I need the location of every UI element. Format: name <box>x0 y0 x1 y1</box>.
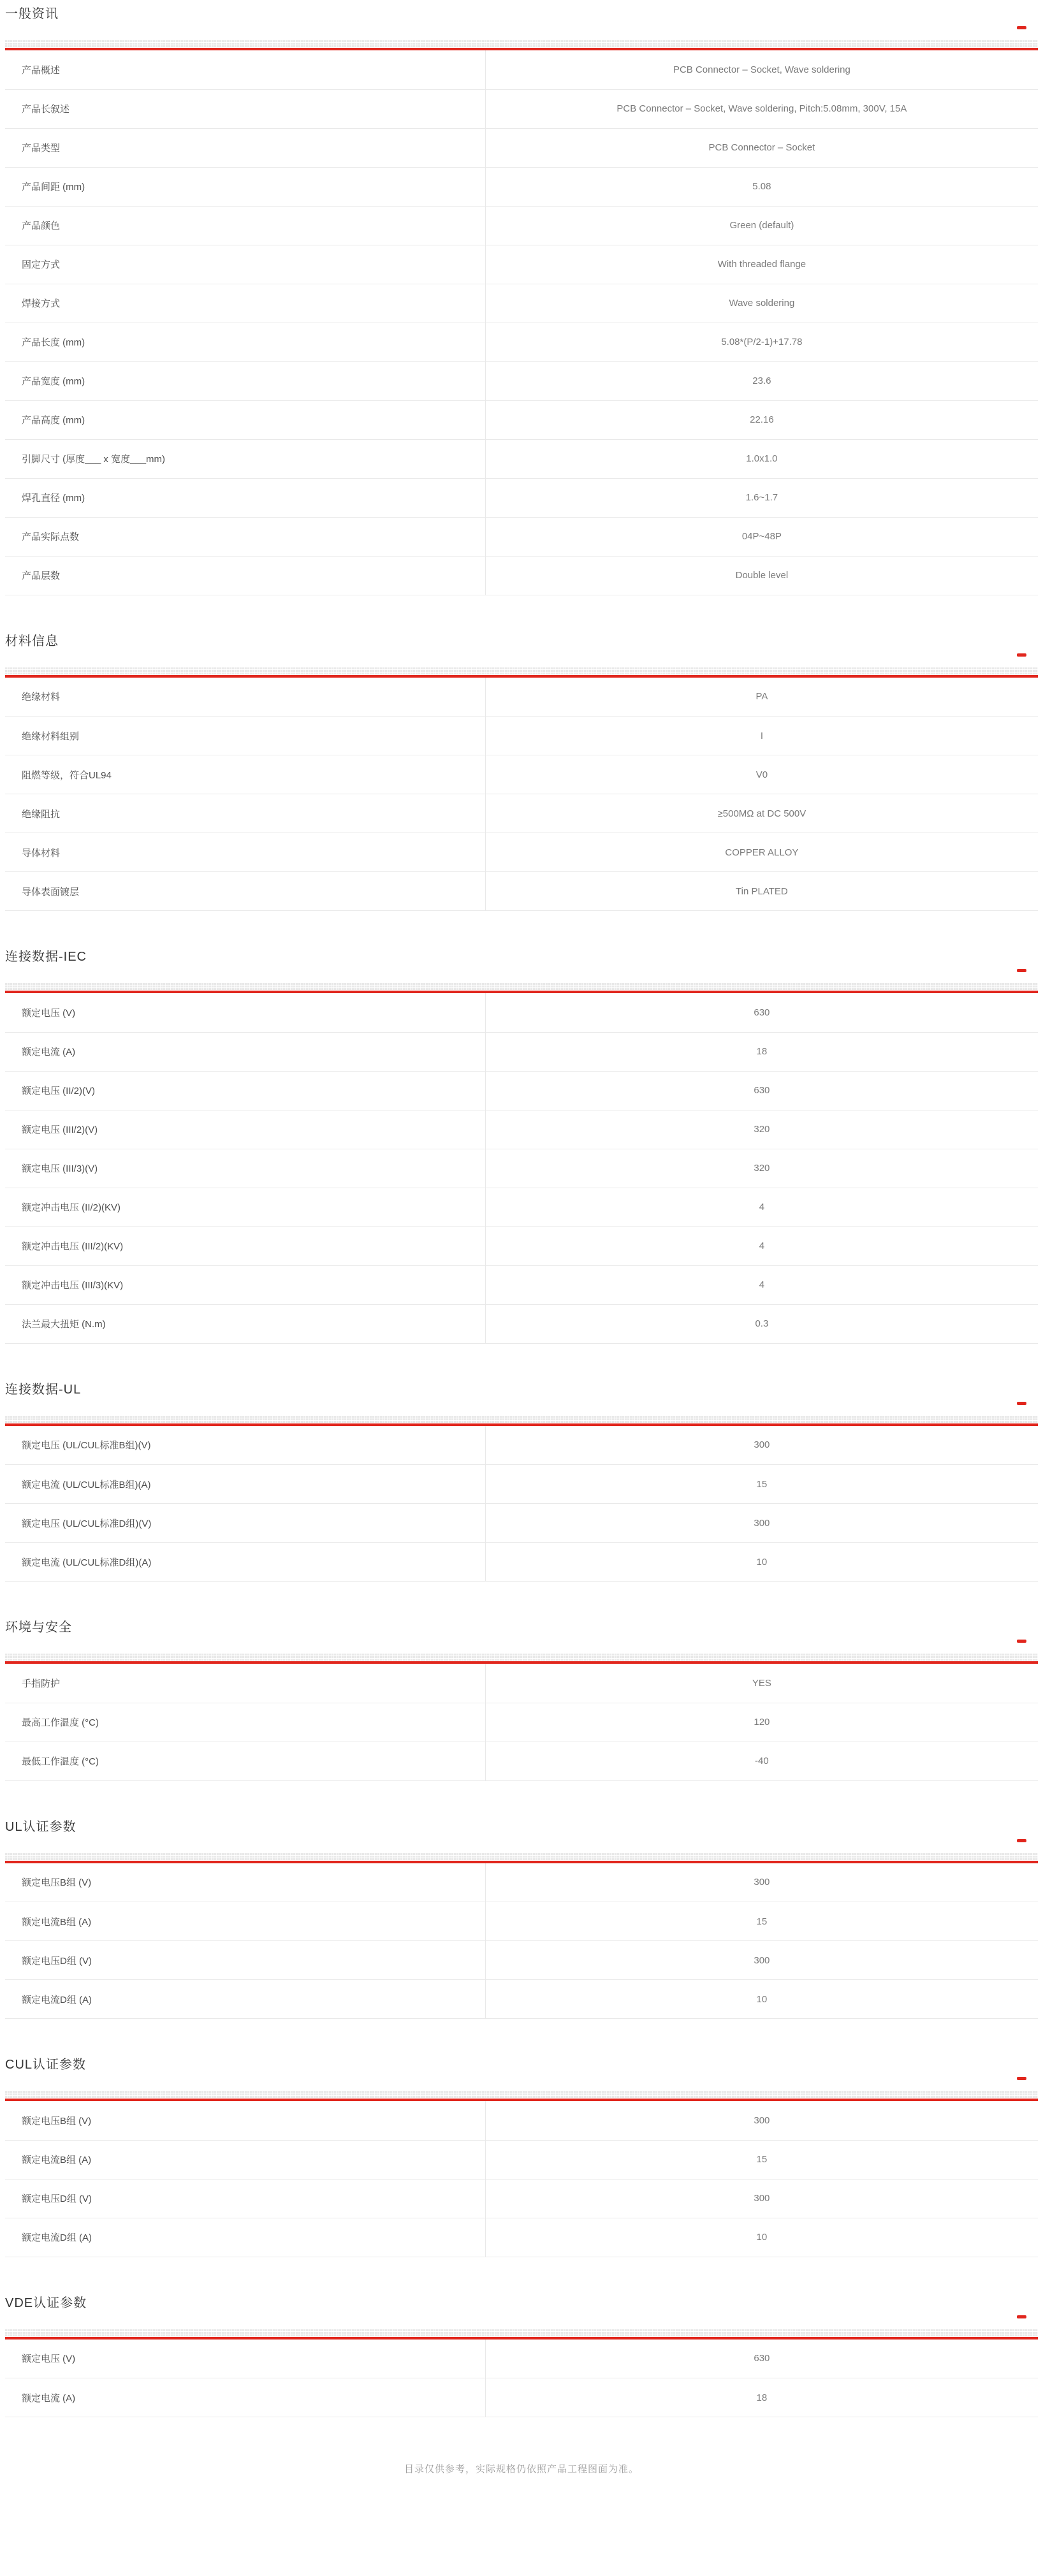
spec-label: 额定电流 (A) <box>5 2378 485 2417</box>
table-header-band <box>5 2329 1038 2337</box>
section-header <box>5 1381 1038 1408</box>
spec-label: 焊接方式 <box>5 284 485 323</box>
spec-row <box>5 833 1038 872</box>
spec-row <box>5 1032 1038 1071</box>
spec-label: 产品层数 <box>5 556 485 595</box>
spec-value: 5.08 <box>485 167 1038 206</box>
spec-row <box>5 206 1038 245</box>
spec-label: 额定电流 (UL/CUL标准B组)(A) <box>5 1465 485 1504</box>
spec-row <box>5 2218 1038 2257</box>
spec-label: 额定电流 (UL/CUL标准D组)(A) <box>5 1543 485 1582</box>
spec-row <box>5 1149 1038 1188</box>
spec-label: 产品概述 <box>5 50 485 89</box>
spec-value: PCB Connector – Socket <box>485 128 1038 167</box>
spec-value: Tin PLATED <box>485 872 1038 911</box>
spec-label: 额定电压D组 (V) <box>5 1941 485 1980</box>
spec-row <box>5 2140 1038 2179</box>
section-title: CUL认证参数 <box>5 2058 87 2072</box>
spec-row <box>5 556 1038 595</box>
spec-table <box>5 1664 1038 1781</box>
minus-icon[interactable] <box>1017 1640 1026 1643</box>
spec-value: COPPER ALLOY <box>485 833 1038 872</box>
spec-label: 额定电流 (A) <box>5 1032 485 1071</box>
spec-table-body <box>5 678 1038 911</box>
spec-label: 额定电压 (UL/CUL标准D组)(V) <box>5 1504 485 1543</box>
spec-value: 630 <box>485 1071 1038 1110</box>
section-title: 材料信息 <box>5 634 59 648</box>
spec-row <box>5 872 1038 911</box>
spec-label: 产品颜色 <box>5 206 485 245</box>
spec-label: 产品高度 (mm) <box>5 400 485 439</box>
spec-table <box>5 678 1038 912</box>
spec-row <box>5 323 1038 361</box>
spec-value: Wave soldering <box>485 284 1038 323</box>
spec-label: 额定冲击电压 (II/2)(KV) <box>5 1188 485 1226</box>
spec-value: 4 <box>485 1226 1038 1265</box>
spec-section <box>5 2056 1038 2257</box>
section-header <box>5 1818 1038 1845</box>
spec-value: PA <box>485 678 1038 717</box>
spec-row <box>5 2378 1038 2417</box>
spec-value: 22.16 <box>485 400 1038 439</box>
spec-row <box>5 1265 1038 1304</box>
spec-section <box>5 1381 1038 1582</box>
section-title: 连接数据-IEC <box>5 950 87 964</box>
spec-value: YES <box>485 1664 1038 1703</box>
spec-label: 额定电流B组 (A) <box>5 2140 485 2179</box>
spec-label: 阻燃等级，符合UL94 <box>5 755 485 794</box>
spec-label: 额定电压 (V) <box>5 993 485 1032</box>
spec-label: 额定冲击电压 (III/2)(KV) <box>5 1226 485 1265</box>
spec-section <box>5 948 1038 1344</box>
spec-value: 04P~48P <box>485 517 1038 556</box>
spec-label: 固定方式 <box>5 245 485 284</box>
spec-row <box>5 1426 1038 1465</box>
table-header-band <box>5 983 1038 991</box>
spec-table-body <box>5 1863 1038 2019</box>
spec-table <box>5 993 1038 1344</box>
section-title: 连接数据-UL <box>5 1382 82 1397</box>
spec-row <box>5 1226 1038 1265</box>
spec-row <box>5 128 1038 167</box>
spec-label: 额定电压B组 (V) <box>5 1863 485 1902</box>
spec-row <box>5 478 1038 517</box>
spec-value: 15 <box>485 2140 1038 2179</box>
spec-table <box>5 50 1038 595</box>
spec-value: 120 <box>485 1703 1038 1742</box>
spec-label: 额定电压B组 (V) <box>5 2101 485 2140</box>
spec-row <box>5 1742 1038 1780</box>
spec-row <box>5 1188 1038 1226</box>
spec-row <box>5 167 1038 206</box>
spec-label: 绝缘材料组别 <box>5 717 485 755</box>
spec-row <box>5 517 1038 556</box>
spec-table-body <box>5 2101 1038 2257</box>
spec-row <box>5 794 1038 833</box>
section-header <box>5 5 1038 32</box>
spec-row <box>5 1902 1038 1941</box>
spec-label: 导体表面镀层 <box>5 872 485 911</box>
spec-row <box>5 245 1038 284</box>
spec-sections <box>5 5 1038 2417</box>
spec-row <box>5 1703 1038 1742</box>
spec-value: PCB Connector – Socket, Wave soldering <box>485 50 1038 89</box>
spec-row <box>5 1941 1038 1980</box>
spec-label: 法兰最大扭矩 (N.m) <box>5 1304 485 1343</box>
spec-row <box>5 50 1038 89</box>
spec-row <box>5 1980 1038 2019</box>
table-header-band <box>5 667 1038 675</box>
spec-table-body <box>5 50 1038 595</box>
spec-row <box>5 1504 1038 1543</box>
table-header-band <box>5 1416 1038 1423</box>
spec-label: 最低工作温度 (°C) <box>5 1742 485 1780</box>
table-header-band <box>5 1654 1038 1661</box>
table-header-band <box>5 2091 1038 2099</box>
section-header <box>5 1619 1038 1645</box>
spec-row <box>5 1304 1038 1343</box>
spec-value: 15 <box>485 1902 1038 1941</box>
spec-label: 额定电压 (III/2)(V) <box>5 1110 485 1149</box>
spec-value: 23.6 <box>485 361 1038 400</box>
spec-row <box>5 1664 1038 1703</box>
section-header <box>5 2056 1038 2083</box>
minus-icon[interactable] <box>1017 1839 1026 1842</box>
spec-value: 1.0x1.0 <box>485 439 1038 478</box>
spec-label: 产品类型 <box>5 128 485 167</box>
spec-label: 额定电流B组 (A) <box>5 1902 485 1941</box>
spec-value: 18 <box>485 2378 1038 2417</box>
spec-value: 320 <box>485 1110 1038 1149</box>
spec-value: 630 <box>485 2340 1038 2378</box>
spec-label: 绝缘阻抗 <box>5 794 485 833</box>
spec-row <box>5 2101 1038 2140</box>
spec-value: I <box>485 717 1038 755</box>
spec-value: Double level <box>485 556 1038 595</box>
spec-table <box>5 1863 1038 2019</box>
minus-icon[interactable] <box>1017 2315 1026 2318</box>
spec-row <box>5 678 1038 717</box>
spec-label: 产品长叙述 <box>5 89 485 128</box>
spec-section <box>5 5 1038 595</box>
spec-row <box>5 2179 1038 2218</box>
spec-table-body <box>5 1426 1038 1582</box>
spec-row <box>5 2340 1038 2378</box>
spec-value: Green (default) <box>485 206 1038 245</box>
spec-value: 1.6~1.7 <box>485 478 1038 517</box>
minus-icon[interactable] <box>1017 1402 1026 1405</box>
spec-label: 额定电流D组 (A) <box>5 1980 485 2019</box>
spec-section <box>5 1818 1038 2019</box>
spec-row <box>5 439 1038 478</box>
table-header-band <box>5 40 1038 48</box>
spec-value: 300 <box>485 1426 1038 1465</box>
spec-value: 320 <box>485 1149 1038 1188</box>
spec-row <box>5 1543 1038 1582</box>
minus-icon[interactable] <box>1017 2077 1026 2080</box>
section-title: 一般资讯 <box>5 7 59 21</box>
section-header <box>5 948 1038 975</box>
spec-label: 手指防护 <box>5 1664 485 1703</box>
spec-label: 产品长度 (mm) <box>5 323 485 361</box>
spec-row <box>5 755 1038 794</box>
spec-value: 10 <box>485 2218 1038 2257</box>
spec-table-body <box>5 2340 1038 2417</box>
spec-value: 4 <box>485 1188 1038 1226</box>
spec-value: -40 <box>485 1742 1038 1780</box>
spec-label: 最高工作温度 (°C) <box>5 1703 485 1742</box>
spec-label: 额定电压D组 (V) <box>5 2179 485 2218</box>
section-title: VDE认证参数 <box>5 2296 87 2310</box>
spec-label: 绝缘材料 <box>5 678 485 717</box>
spec-value: 10 <box>485 1980 1038 2019</box>
spec-value: 300 <box>485 2101 1038 2140</box>
table-header-band <box>5 1853 1038 1861</box>
spec-label: 额定冲击电压 (III/3)(KV) <box>5 1265 485 1304</box>
spec-row <box>5 993 1038 1032</box>
spec-value: PCB Connector – Socket, Wave soldering, Pitch:5.08mm, 300V, 15A <box>485 89 1038 128</box>
spec-label: 产品宽度 (mm) <box>5 361 485 400</box>
spec-table <box>5 2340 1038 2418</box>
spec-row <box>5 1863 1038 1902</box>
spec-value: 300 <box>485 1863 1038 1902</box>
spec-row <box>5 1110 1038 1149</box>
spec-value: 0.3 <box>485 1304 1038 1343</box>
spec-value: 300 <box>485 2179 1038 2218</box>
spec-label: 引脚尺寸 (厚度___ x 宽度___mm) <box>5 439 485 478</box>
minus-icon[interactable] <box>1017 969 1026 972</box>
spec-row <box>5 1465 1038 1504</box>
spec-value: 5.08*(P/2-1)+17.78 <box>485 323 1038 361</box>
minus-icon[interactable] <box>1017 26 1026 29</box>
spec-label: 产品间距 (mm) <box>5 167 485 206</box>
spec-label: 额定电压 (UL/CUL标准B组)(V) <box>5 1426 485 1465</box>
spec-value: With threaded flange <box>485 245 1038 284</box>
spec-value: 300 <box>485 1504 1038 1543</box>
spec-label: 额定电流D组 (A) <box>5 2218 485 2257</box>
footer-note: 目录仅供参考，实际规格仍依照产品工程图面为准。 <box>404 2464 639 2475</box>
spec-label: 额定电压 (V) <box>5 2340 485 2378</box>
spec-row <box>5 400 1038 439</box>
spec-value: 15 <box>485 1465 1038 1504</box>
spec-value: 10 <box>485 1543 1038 1582</box>
spec-table <box>5 1426 1038 1582</box>
spec-row <box>5 89 1038 128</box>
spec-table <box>5 2101 1038 2257</box>
spec-section <box>5 632 1038 912</box>
spec-value: 630 <box>485 993 1038 1032</box>
spec-row <box>5 284 1038 323</box>
spec-row <box>5 717 1038 755</box>
spec-value: 300 <box>485 1941 1038 1980</box>
spec-label: 额定电压 (III/3)(V) <box>5 1149 485 1188</box>
spec-table-body <box>5 993 1038 1343</box>
spec-section <box>5 1619 1038 1781</box>
spec-row <box>5 361 1038 400</box>
section-title: UL认证参数 <box>5 1819 77 1834</box>
section-header <box>5 632 1038 659</box>
spec-row <box>5 1071 1038 1110</box>
spec-value: 4 <box>485 1265 1038 1304</box>
spec-value: 18 <box>485 1032 1038 1071</box>
spec-label: 导体材料 <box>5 833 485 872</box>
section-header <box>5 2294 1038 2321</box>
spec-value: ≥500MΩ at DC 500V <box>485 794 1038 833</box>
spec-label: 焊孔直径 (mm) <box>5 478 485 517</box>
spec-table-body <box>5 1664 1038 1780</box>
minus-icon[interactable] <box>1017 653 1026 657</box>
section-title: 环境与安全 <box>5 1620 72 1634</box>
spec-label: 产品实际点数 <box>5 517 485 556</box>
spec-label: 额定电压 (II/2)(V) <box>5 1071 485 1110</box>
spec-value: V0 <box>485 755 1038 794</box>
spec-section <box>5 2294 1038 2418</box>
